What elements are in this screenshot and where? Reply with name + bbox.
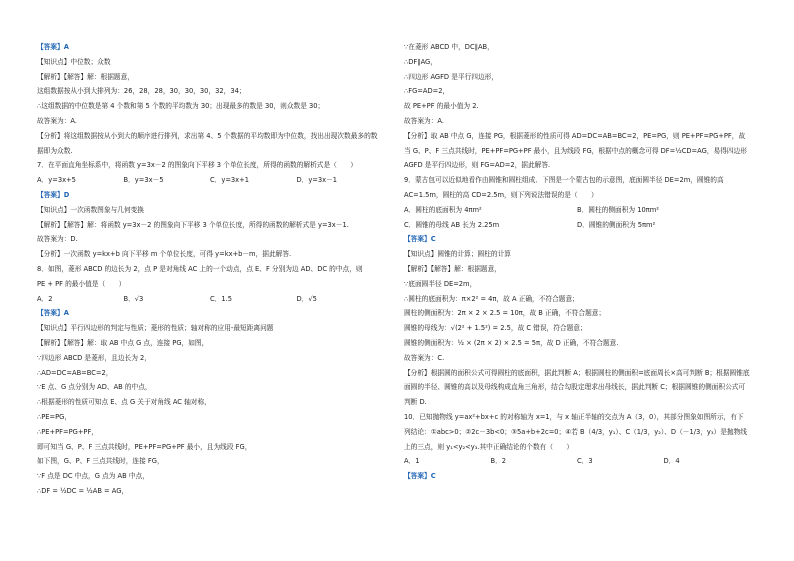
text-line: 故 PE+PF 的最小值为 2. — [404, 102, 479, 111]
answer-option: A．圆柱的底面积为 4πm² — [404, 205, 482, 214]
text-line: 故答案为：D. — [37, 235, 78, 244]
right-column — [404, 40, 750, 484]
text-line: 【解析】【解答】解：根据题意， — [404, 264, 501, 273]
text-line: ∴DF = ½DC = ½AB = AG， — [37, 486, 129, 495]
text-line: 8．如图，菱形 ABCD 的边长为 2，点 P 是对角线 AC 上的一个动点，点 E、F 分别为边 AD、DC 的中点，则 — [37, 264, 363, 273]
text-line: 即可知当 G、P、F 三点共线时，PE+PF=PG+PF 最小，且为线段 FG， — [37, 442, 252, 451]
answer-options — [404, 454, 750, 469]
answer-option: B．圆柱的侧面积为 10πm² — [577, 205, 659, 214]
text-line: 【知识点】中位数；众数 — [37, 57, 111, 66]
text-line: ∴PE+PF=PG+PF， — [37, 427, 98, 436]
answer-options — [404, 218, 750, 233]
text-line: 故答案为：A. — [37, 116, 78, 125]
answer-line: 【答案】C — [404, 235, 436, 244]
text-line: 圆柱的侧面积为：2π × 2 × 2.5 = 10π，故 B 正确，不符合题意； — [404, 309, 606, 318]
text-line: ∵在菱形 ABCD 中，DC∥AB， — [404, 43, 494, 51]
text-line: 7．在平面直角坐标系中，将函数 y=3x－2 的图象向下平移 3 个单位长度，所得的函数的解析式是（ ） — [37, 161, 357, 170]
text-line: 【分析】将这组数据按从小到大的顺序进行排列，求出第 4、5 个数据的平均数即为中位数，找出出现次数最多的数据即为众数. — [37, 131, 378, 155]
answer-option: D．√5 — [296, 294, 317, 303]
text-line: ∴这组数据的中位数是第 4 个数和第 5 个数的平均数为 30；出现最多的数是 30，则众数是 30； — [37, 102, 325, 111]
answer-option: A．1 — [404, 457, 420, 466]
text-line: ∵F 点是 DC 中点，G 点为 AB 中点， — [37, 472, 149, 481]
text-line: ∵四边形 ABCD 是菱形，且边长为 2， — [37, 353, 151, 362]
answer-line: 【答案】C — [404, 472, 436, 481]
text-line: 圆锥的母线为：√(2² + 1.5²) = 2.5，故 C 错误，符合题意； — [404, 324, 587, 333]
text-line: 故答案为：C. — [404, 353, 445, 362]
answer-option: D．圆锥的侧面积为 5πm² — [577, 220, 656, 229]
text-line: ∴根据菱形的性质可知点 E、点 G 关于对角线 AC 轴对称， — [37, 398, 211, 407]
answer-line: 【答案】A — [37, 309, 69, 318]
text-line: 【解析】【解答】解：取 AB 中点 G 点，连接 PG，如图， — [37, 338, 209, 347]
answer-option: C．圆锥的母线 AB 长为 2.25m — [404, 220, 500, 229]
text-line: 【分析】一次函数 y=kx+b 向下平移 m 个单位长度，可得 y=kx+b－m，据此解答. — [37, 250, 292, 259]
text-line: 【知识点】圆锥的计算；圆柱的计算 — [404, 250, 511, 259]
text-line: 【知识点】平行四边形的判定与性质；菱形的性质；轴对称的应用-最短距离问题 — [37, 324, 274, 333]
answer-options — [37, 292, 383, 307]
text-line: PE + PF 的最小值是（ ） — [37, 279, 126, 288]
answer-option: C．3 — [577, 457, 593, 466]
answer-option: B．2 — [490, 457, 507, 466]
text-line: 10．已知抛物线 y=ax²+bx+c 的对称轴为 x=1，与 x 轴正半轴的交点为 A（3，0），其部分图象如图所示，有下列结论：①abc>0；②2c－3b<0；③5a+b+2c=0；④若 B（4/3，y₁）、C（1/3，y₂）、D（－1/3，y₃）是抛物线上的三点，则 y₁<y₂<y₃.其中正确结论的个数有（ ） — [404, 412, 747, 451]
text-line: 圆锥的侧面积为：½ × (2π × 2) × 2.5 = 5π，故 D 正确，不符合题意. — [404, 338, 619, 347]
answer-option: D．4 — [663, 457, 680, 466]
text-line: ∴AD=DC=AB=BC=2， — [37, 368, 113, 377]
answer-line: 【答案】A — [37, 43, 69, 51]
text-line: ∴PE=PG， — [37, 412, 72, 421]
text-line: ∴FG=AD=2， — [404, 87, 450, 96]
answer-option: D．y=3x－1 — [296, 176, 338, 185]
text-line: 这组数据按从小到大排列为：26，28，28，30，30，30，32，34； — [37, 87, 246, 96]
text-line: 【分析】根据圆的面积公式可得圆柱的底面积，据此判断 A；根据圆柱的侧面积=底面周长×高可判断 B；根据圆锥底面圆的半径、圆锥的高以及母线构成直角三角形，结合勾股定理求出母线长，据此判断 C；根据圆锥的侧面积公式可判断 D. — [404, 368, 750, 407]
text-line: ∴圆柱的底面积为：π×2² = 4π，故 A 正确，不符合题意； — [404, 294, 579, 303]
answer-option: C．y=3x+1 — [210, 176, 249, 185]
text-line: 如下图，G、P、F 三点共线时，连接 FG， — [37, 457, 164, 466]
text-line: ∴DF∥AG， — [404, 57, 437, 66]
text-line: 【知识点】一次函数图象与几何变换 — [37, 205, 144, 214]
answer-line: 【答案】D — [37, 190, 70, 199]
answer-option: A．2 — [37, 294, 53, 303]
left-column — [37, 40, 383, 499]
text-line: ∴四边形 AGFD 是平行四边形， — [404, 72, 499, 81]
answer-option: B．y=3x－5 — [123, 176, 164, 185]
text-line: 【解析】【解答】解：将函数 y=3x－2 的图象向下平移 3 个单位长度，所得的函数的解析式是 y=3x－1. — [37, 220, 349, 229]
text-line: 【解析】【解答】解：根据题意， — [37, 72, 134, 81]
text-line: 9．蒙古包可以近似地看作由圆锥和圆柱组成．下图是一个蒙古包的示意图，底面圆半径 DE=2m，圆锥的高 AC=1.5m，圆柱的高 CD=2.5m，则下列说法错误的是（ ） — [404, 176, 724, 199]
text-line: 故答案为：A. — [404, 116, 445, 125]
answer-option: A．y=3x+5 — [37, 176, 76, 185]
text-line: ∵E 点、G 点分别为 AD、AB 的中点， — [37, 383, 152, 392]
answer-option: C．1.5 — [210, 294, 232, 303]
answer-options — [404, 203, 750, 218]
text-line: 【分析】取 AB 中点 G，连接 PG，根据菱形的性质可得 AD=DC=AB=BC=2，PE=PG，则 PE+PF=PG+PF，故当 G、P、F 三点共线时，PE+PF=PG+PF 最小，且为线段 FG，根据中点的概念可得 DF=½CD=AG，易得四边形 AGFD 是平行四边形，则 FG=AD=2，据此解答. — [404, 131, 747, 170]
text-line: ∵底面圆半径 DE=2m， — [404, 279, 477, 288]
answer-options — [37, 173, 383, 188]
answer-option: B．√3 — [123, 294, 144, 303]
